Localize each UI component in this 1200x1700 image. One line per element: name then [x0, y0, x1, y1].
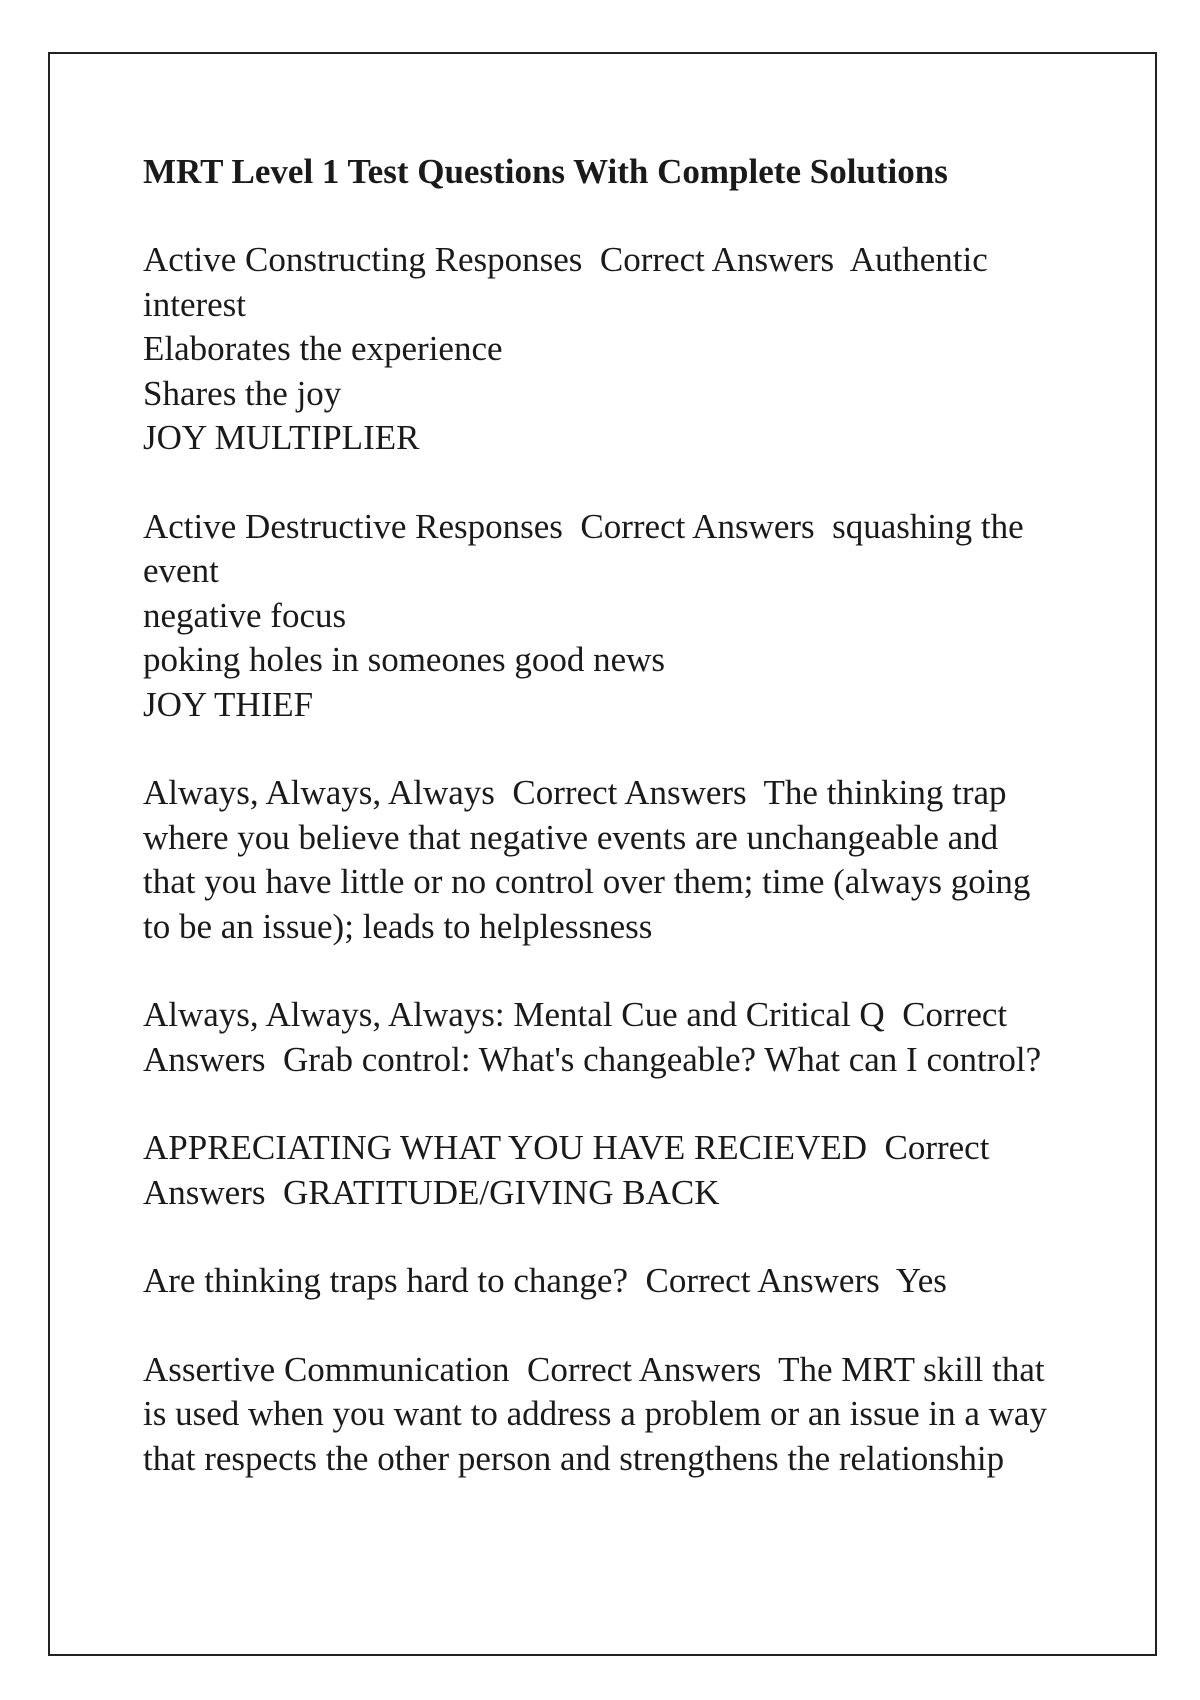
entry-line: poking holes in someones good news — [143, 640, 666, 679]
entry-line: Shares the joy — [143, 373, 342, 413]
entry-line: Answers GRATITUDE/GIVING BACK — [143, 1172, 720, 1212]
qa-entry-mental-cue — [143, 993, 1083, 1082]
document-body — [143, 150, 1083, 1525]
entry-line: event — [143, 551, 219, 590]
document-title: MRT Level 1 Test Questions With Complete Solutions — [143, 152, 948, 191]
entry-line: to be an issue); leads to helplessness — [143, 906, 653, 946]
entry-line: where you believe that negative events are unchangeable and — [143, 817, 999, 857]
qa-entry-always-always-always — [143, 771, 1083, 949]
qa-entry-appreciating — [143, 1126, 1083, 1215]
entry-line: negative focus — [143, 595, 347, 635]
entry-line: Always, Always, Always Correct Answers The thinking trap — [143, 773, 1007, 812]
entry-line: that you have little or no control over them; time (always going — [143, 862, 1031, 901]
entry-line: JOY MULTIPLIER — [143, 418, 420, 457]
qa-entry-assertive-communication — [143, 1348, 1083, 1482]
entry-line: Assertive Communication Correct Answers The MRT skill that — [143, 1349, 1045, 1389]
entry-line: Active Constructing Responses Correct Answers Authentic — [143, 240, 988, 279]
entry-line: JOY THIEF — [143, 684, 314, 724]
qa-entry-active-constructing — [143, 238, 1083, 461]
entry-line: Always, Always, Always: Mental Cue and Critical Q Correct — [143, 995, 1008, 1034]
entry-line: Answers Grab control: What's changeable? What can I control? — [143, 1039, 1042, 1079]
entry-line: Active Destructive Responses Correct Answers squashing the — [143, 506, 1024, 546]
qa-entry-active-destructive — [143, 505, 1083, 728]
qa-entry-thinking-traps — [143, 1259, 1083, 1304]
entry-line: that respects the other person and strengthens the relationship — [143, 1438, 1005, 1478]
entry-line: Elaborates the experience — [143, 329, 503, 368]
entry-line: is used when you want to address a problem or an issue in a way — [143, 1394, 1047, 1433]
entry-line: Are thinking traps hard to change? Correct Answers Yes — [143, 1261, 947, 1300]
entry-line: interest — [143, 284, 247, 324]
entry-line: APPRECIATING WHAT YOU HAVE RECIEVED Correct — [143, 1128, 990, 1167]
